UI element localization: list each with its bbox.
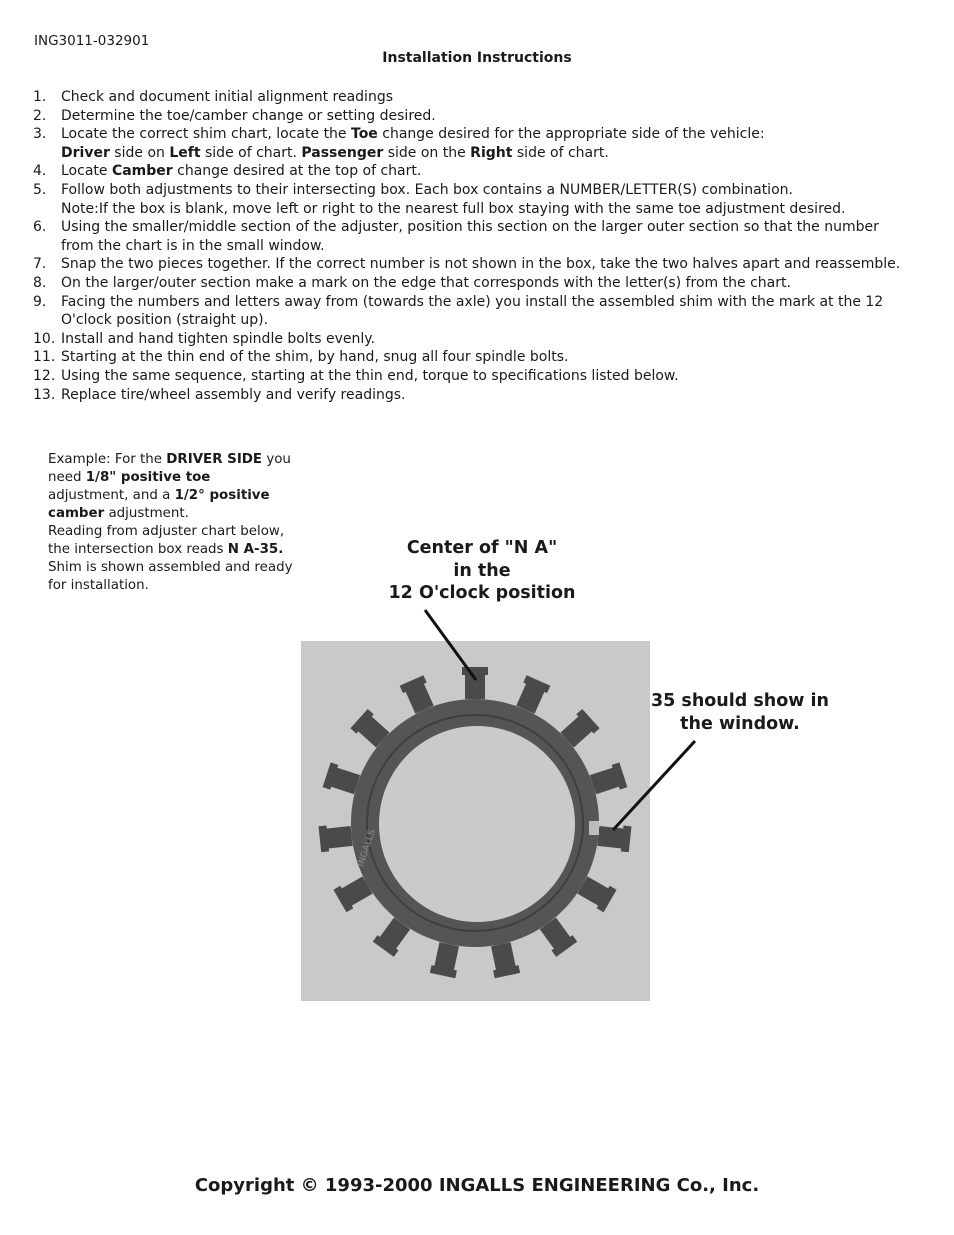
step-text: Check and document initial alignment readings — [61, 89, 393, 105]
list-item — [33, 330, 913, 349]
text-bold: Right — [470, 144, 513, 161]
text-run: Reading from adjuster chart below, the intersection box reads — [48, 524, 285, 557]
list-item — [33, 125, 913, 162]
text-bold: Left — [169, 144, 201, 161]
step-text: Follow both adjustments to their intersecting box. Each box contains a NUMBER/LETTER(S) combination. — [61, 181, 793, 198]
document-code: ING3011-032901 — [34, 33, 150, 49]
text-bold: 1/2° positive camber — [48, 488, 270, 521]
list-item — [33, 88, 913, 107]
step-number: 12. — [33, 367, 56, 384]
shim-photo — [301, 641, 650, 1001]
text-run: change desired for the appropriate side of the vehicle: — [377, 126, 765, 143]
step-number: 13. — [33, 386, 56, 403]
step-number: 11. — [33, 349, 56, 366]
shim-center-hole — [379, 726, 575, 922]
callout-center-label — [372, 537, 592, 605]
list-item — [33, 218, 913, 255]
shim-engraving: INGALLS — [356, 828, 378, 868]
text-bold: Driver — [61, 144, 110, 161]
copyright-footer: Copyright © 1993-2000 INGALLS ENGINEERING Co., Inc. — [194, 1175, 760, 1196]
text-run: adjustment, and a — [48, 488, 175, 503]
text-run: change desired at the top of chart. — [172, 163, 422, 180]
step-text: On the larger/outer section make a mark on the edge that corresponds with the letter(s) from the chart. — [61, 274, 791, 291]
text-run: side of chart. — [512, 144, 609, 161]
step-text — [61, 163, 421, 179]
list-item — [33, 255, 913, 274]
callout-line: in the — [453, 560, 511, 581]
step-text: Replace tire/wheel assembly and verify readings. — [61, 386, 406, 403]
step-text — [61, 126, 913, 162]
step-number: 4. — [33, 163, 47, 180]
list-item — [33, 274, 913, 293]
list-item — [33, 367, 913, 386]
list-item — [33, 348, 913, 367]
callout-line: the window. — [680, 713, 800, 734]
step-text: Install and hand tighten spindle bolts evenly. — [61, 330, 375, 347]
step-text: Facing the numbers and letters away from (towards the axle) you install the assembled shim with the mark at the 12 O'clock position (straight up). — [61, 293, 884, 329]
step-text: Using the smaller/middle section of the adjuster, position this section on the larger outer section so that the number from the chart is in the small window. — [61, 219, 879, 254]
text-run: you need — [48, 452, 291, 485]
instruction-list — [33, 88, 913, 404]
step-number: 6. — [33, 219, 47, 236]
step-text: Using the same sequence, starting at the thin end, torque to specifications listed below. — [61, 367, 679, 384]
step-number: 7. — [33, 256, 47, 273]
text-bold: DRIVER SIDE — [166, 452, 263, 467]
text-bold: Passenger — [301, 144, 384, 161]
text-bold: Toe — [351, 126, 378, 143]
step-line-2 — [61, 144, 913, 163]
text-run: adjustment. — [104, 506, 189, 521]
text-run: Locate — [61, 163, 112, 180]
step-note: Note:If the box is blank, move left or right to the nearest full box staying with the same toe adjustment desired. — [61, 200, 846, 217]
step-number: 3. — [33, 126, 47, 143]
step-number: 1. — [33, 89, 47, 105]
text-bold: Camber — [111, 163, 173, 180]
example-note — [48, 451, 293, 595]
text-run: Shim is shown assembled and ready for installation. — [48, 560, 293, 593]
step-number: 2. — [33, 107, 47, 124]
text-run: side on — [109, 144, 170, 161]
callout-line: Center of "N A" — [406, 538, 558, 558]
step-number: 5. — [33, 181, 47, 198]
text-run: side of chart. — [200, 144, 302, 161]
shim-window — [589, 821, 599, 835]
step-text: Snap the two pieces together. If the correct number is not shown in the box, take the two halves apart and reassemble. — [61, 256, 901, 273]
step-text: Determine the toe/camber change or setting desired. — [61, 107, 436, 124]
list-item — [33, 181, 913, 218]
text-run: Example: For the — [48, 452, 167, 467]
list-item — [33, 162, 913, 181]
list-item — [33, 386, 913, 405]
step-number: 8. — [33, 274, 47, 291]
list-item — [33, 293, 913, 330]
step-text: Starting at the thin end of the shim, by hand, snug all four spindle bolts. — [61, 349, 569, 366]
step-number: 10. — [33, 330, 56, 347]
text-run: Locate the correct shim chart, locate the — [61, 126, 351, 143]
callout-window-label — [640, 690, 840, 735]
callout-line: 35 should show in — [650, 691, 830, 711]
text-bold: N A-35. — [227, 542, 284, 557]
text-bold: 1/8" positive toe — [85, 470, 211, 485]
list-item — [33, 107, 913, 126]
step-number: 9. — [33, 293, 47, 310]
page-title: Installation Instructions — [382, 50, 572, 66]
text-run: side on the — [383, 144, 471, 161]
callout-line: 12 O'clock position — [388, 583, 576, 603]
